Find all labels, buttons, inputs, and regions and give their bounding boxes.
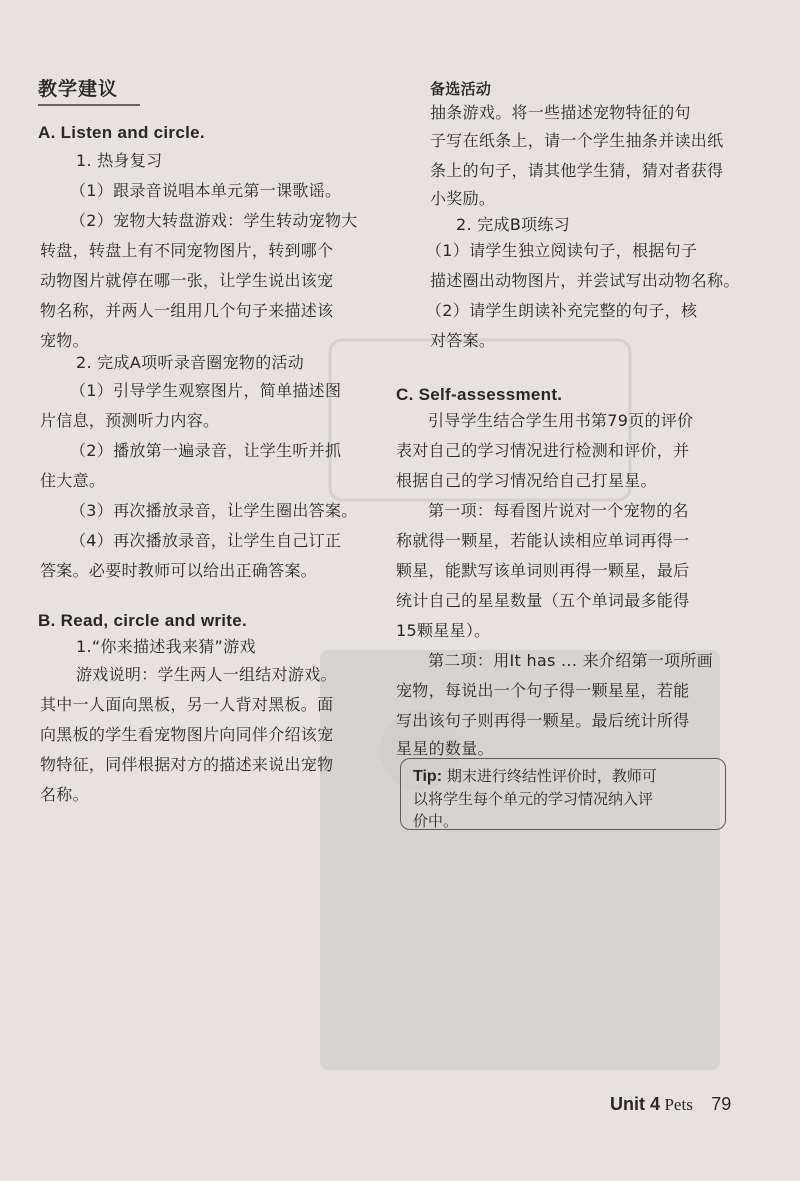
tip-text-line: 价中。 [413, 812, 459, 830]
alt-activity-line: 小奖励。 [430, 189, 496, 208]
section-c-line: 星星的数量。 [396, 739, 494, 758]
tip-label: Tip: [413, 768, 443, 785]
section-a-line: （4）再次播放录音，让学生自己订正 [70, 531, 342, 550]
section-a-line: 答案。必要时教师可以给出正确答案。 [40, 561, 318, 580]
section-c-title: C. Self-assessment. [396, 385, 563, 404]
section-c-line: 写出该句子则再得一颗星。最后统计所得 [396, 711, 690, 730]
section-b-line: 物特征，同伴根据对方的描述来说出宠物 [40, 755, 334, 774]
alt-activity-line: 条上的句子，请其他学生猜，猜对者获得 [430, 161, 724, 180]
section-b-title: B. Read, circle and write. [38, 611, 248, 630]
section-b-line: 名称。 [40, 785, 89, 804]
section-c-line: 第二项：用It has ... 来介绍第一项所画 [428, 651, 713, 670]
section-c-line: 第一项：每看图片说对一个宠物的名 [428, 501, 689, 520]
section-a-line: （1）引导学生观察图片，简单描述图 [70, 381, 342, 400]
section-a-line: 物名称，并两人一组用几个句子来描述该 [40, 301, 334, 320]
section-b-line: 游戏说明：学生两人一组结对游戏。 [76, 665, 337, 684]
tip-box [400, 758, 726, 830]
section-a-line: 动物图片就停在哪一张，让学生说出该宠 [40, 271, 334, 290]
alt-activity-line: 抽条游戏。将一些描述宠物特征的句 [430, 103, 691, 122]
tip-text-line: 期末进行终结性评价时，教师可 [446, 767, 657, 785]
alt-activity-line: 子写在纸条上，请一个学生抽条并读出纸 [430, 131, 724, 150]
section-c-line: 15颗星星）。 [396, 621, 491, 640]
footer-unit-title: Pets [664, 1095, 693, 1114]
section-c-line: 颗星，能默写该单词则再得一颗星，最后 [396, 561, 690, 580]
section-c-line: 统计自己的星星数量（五个单词最多能得 [396, 591, 690, 610]
section-a-line: （3）再次播放录音，让学生圈出答案。 [70, 501, 358, 520]
section-a-line: 宠物。 [40, 331, 89, 350]
alt-activity-line: 2. 完成B项练习 [456, 215, 571, 234]
heading-underline [38, 104, 140, 106]
section-c-line: 宠物，每说出一个句子得一颗星星，若能 [396, 681, 690, 700]
section-a-line: 2. 完成A项听录音圈宠物的活动 [76, 353, 305, 372]
section-b-line: 其中一人面向黑板，另一人背对黑板。面 [40, 695, 334, 714]
section-a-line: 转盘，转盘上有不同宠物图片，转到哪个 [40, 241, 334, 260]
tip-text-line: 以将学生每个单元的学习情况纳入评 [413, 790, 654, 808]
alt-activity-line: 描述圈出动物图片，并尝试写出动物名称。 [430, 271, 740, 290]
section-c-line: 根据自己的学习情况给自己打星星。 [396, 471, 657, 490]
section-b-line: 1.“你来描述我来猜”游戏 [76, 637, 256, 656]
section-a-title: A. Listen and circle. [38, 123, 205, 142]
section-a-line: （2）宠物大转盘游戏：学生转动宠物大 [70, 211, 358, 230]
section-c-line: 表对自己的学习情况进行检测和评价，并 [396, 441, 690, 460]
section-a-line: （2）播放第一遍录音，让学生听并抓 [70, 441, 342, 460]
section-a-line: 1. 热身复习 [76, 151, 163, 170]
section-b-line: 向黑板的学生看宠物图片向同伴介绍该宠 [40, 725, 334, 744]
section-c-line: 称就得一颗星，若能认读相应单词再得一 [396, 531, 690, 550]
section-a-line: 住大意。 [40, 471, 106, 490]
alt-activity-line: 对答案。 [430, 331, 496, 350]
page-number: 79 [711, 1094, 732, 1114]
alt-activity-title: 备选活动 [430, 80, 492, 98]
section-a-line: （1）跟录音说唱本单元第一课歌谣。 [70, 181, 342, 200]
alt-activity-line: （1）请学生独立阅读句子，根据句子 [426, 241, 698, 260]
section-a-line: 片信息，预测听力内容。 [40, 411, 220, 430]
alt-activity-line: （2）请学生朗读补充完整的句子，核 [426, 301, 698, 320]
page-heading: 教学建议 [38, 78, 119, 100]
page-footer [610, 1094, 731, 1115]
footer-unit: Unit 4 [610, 1094, 661, 1114]
section-c-line: 引导学生结合学生用书第79页的评价 [428, 411, 694, 430]
